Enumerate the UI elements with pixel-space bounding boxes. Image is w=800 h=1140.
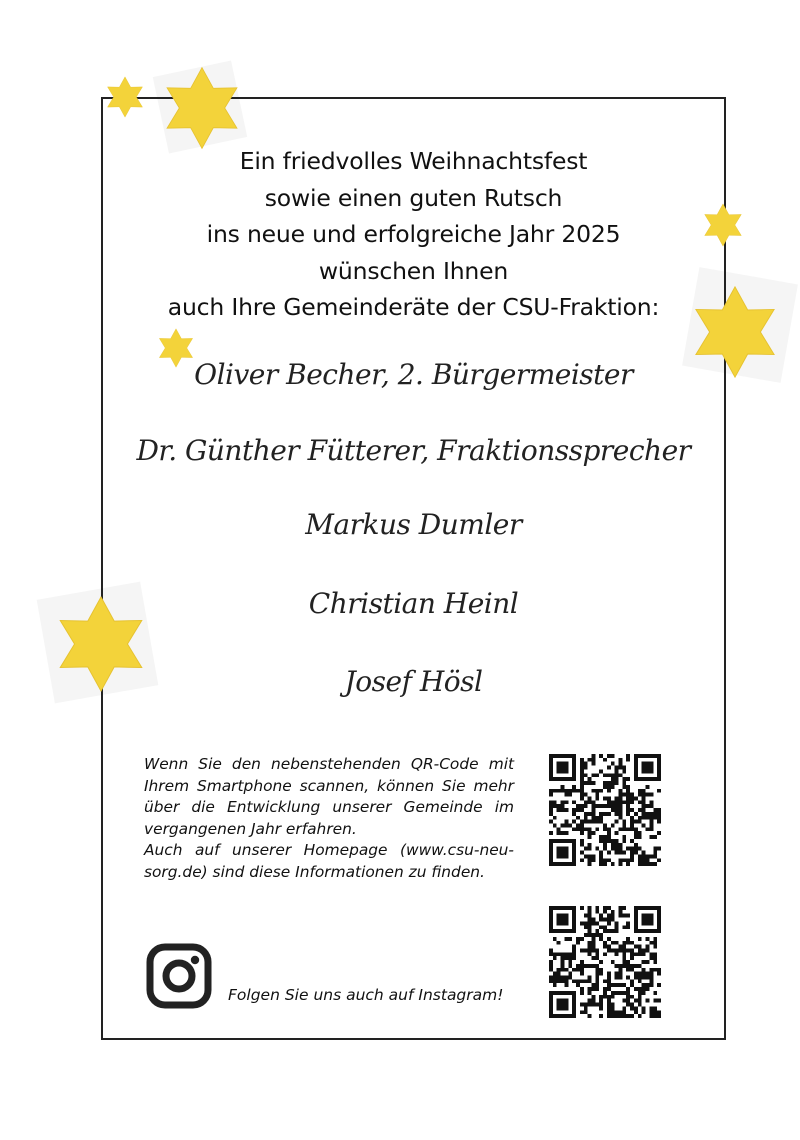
signatory-name: Oliver Becher, 2. Bürgermeister xyxy=(194,358,633,391)
qr-info-text xyxy=(144,754,514,884)
instagram-icon[interactable] xyxy=(146,943,212,1009)
greeting-line: auch Ihre Gemeinderäte der CSU-Fraktion: xyxy=(167,293,660,321)
instagram-follow-label: Folgen Sie uns auch auf Instagram! xyxy=(228,986,504,1004)
greeting-line: wünschen Ihnen xyxy=(318,256,509,285)
greeting-line: Ein friedvolles Weihnachtsfest xyxy=(239,147,588,175)
greeting-line: ins neue und erfolgreiche Jahr 2025 xyxy=(206,220,621,248)
star-icon xyxy=(160,66,244,150)
signatory-name: Christian Heinl xyxy=(308,587,519,620)
star-icon xyxy=(104,76,146,118)
qr-code-instagram[interactable] xyxy=(549,906,661,1018)
signatory-name: Markus Dumler xyxy=(305,508,522,541)
greeting-text xyxy=(101,143,726,326)
qr-info-paragraph: Auch auf unserer Homepage (www.csu-neu-sorg.de) sind diese Informationen zu finden. xyxy=(144,841,514,881)
qr-info-paragraph: Wenn Sie den nebenstehenden QR-Code mit Ihrem Smartphone scannen, können Sie mehr über die Entwicklung unserer Gemeinde im vergangenen Jahr erfahren. xyxy=(144,755,514,838)
signatory-name: Josef Hösl xyxy=(344,665,483,698)
signatory-name: Dr. Günther Fütterer, Fraktionssprecher xyxy=(136,434,691,467)
qr-code-review[interactable] xyxy=(549,754,661,866)
greeting-line: sowie einen guten Rutsch xyxy=(264,183,563,212)
